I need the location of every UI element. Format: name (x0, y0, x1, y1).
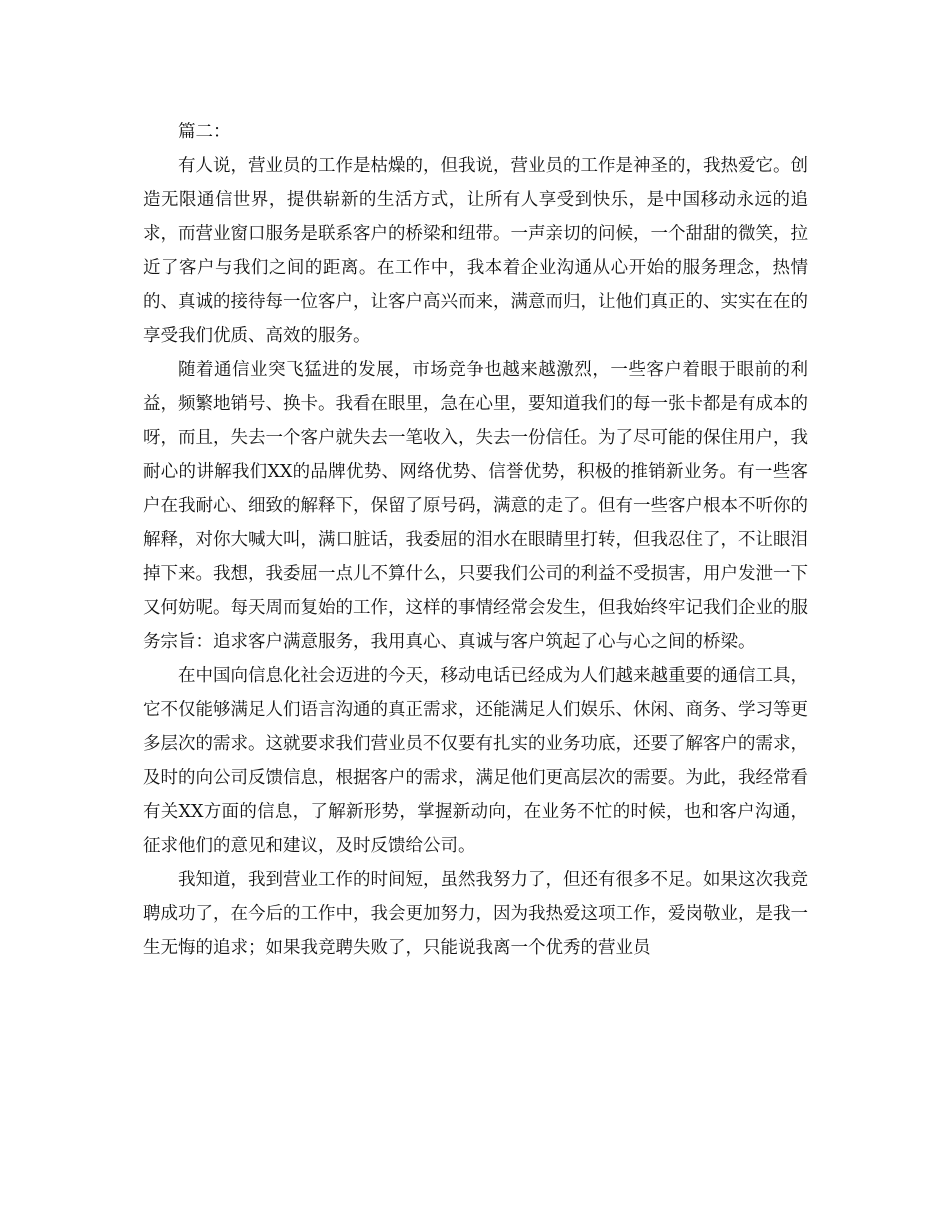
section-heading: 篇二： (178, 122, 231, 142)
document-page (143, 115, 808, 965)
paragraph-1: 有人说，营业员的工作是枯燥的，但我说，营业员的工作是神圣的，我热爱它。创造无限通信世界，提供崭新的生活方式，让所有人享受到快乐，是中国移动永远的追求，而营业窗口服务是联系客户的桥梁和纽带。一声亲切的问候，一个甜甜的微笑，拉近了客户与我们之间的距离。在工作中，我本着企业沟通从心开始的服务理念，热情的、真诚的接待每一位客户，让客户高兴而来，满意而归，让他们真正的、实实在在的享受我们优质、高效的服务。 (143, 156, 808, 346)
paragraph-3: 在中国向信息化社会迈进的今天，移动电话已经成为人们越来越重要的通信工具，它不仅能够满足人们语言沟通的真正需求，还能满足人们娱乐、休闲、商务、学习等更多层次的需求。这就要求我们营业员不仅要有扎实的业务功底，还要了解客户的需求，及时的向公司反馈信息，根据客户的需求，满足他们更高层次的需要。为此，我经常看有关XX方面的信息，了解新形势，掌握新动向，在业务不忙的时候，也和客户沟通，征求他们的意见和建议，及时反馈给公司。 (143, 666, 808, 856)
paragraph-4: 我知道，我到营业工作的时间短，虽然我努力了，但还有很多不足。如果这次我竞聘成功了，在今后的工作中，我会更加努力，因为我热爱这项工作，爱岗敬业，是我一生无悔的追求；如果我竞聘失败了，只能说我离一个优秀的营业员 (143, 870, 808, 958)
paragraph-2: 随着通信业突飞猛进的发展，市场竞争也越来越激烈，一些客户着眼于眼前的利益，频繁地销号、换卡。我看在眼里，急在心里，要知道我们的每一张卡都是有成本的呀，而且，失去一个客户就失去一笔收入，失去一份信任。为了尽可能的保住用户，我耐心的讲解我们XX的品牌优势、网络优势、信誉优势，积极的推销新业务。有一些客户在我耐心、细致的解释下，保留了原号码，满意的走了。但有一些客户根本不听你的解释，对你大喊大叫，满口脏话，我委屈的泪水在眼睛里打转，但我忍住了，不让眼泪掉下来。我想，我委屈一点儿不算什么，只要我们公司的利益不受损害，用户发泄一下又何妨呢。每天周而复始的工作，这样的事情经常会发生，但我始终牢记我们企业的服务宗旨：追求客户满意服务，我用真心、真诚与客户筑起了心与心之间的桥梁。 (143, 360, 808, 652)
